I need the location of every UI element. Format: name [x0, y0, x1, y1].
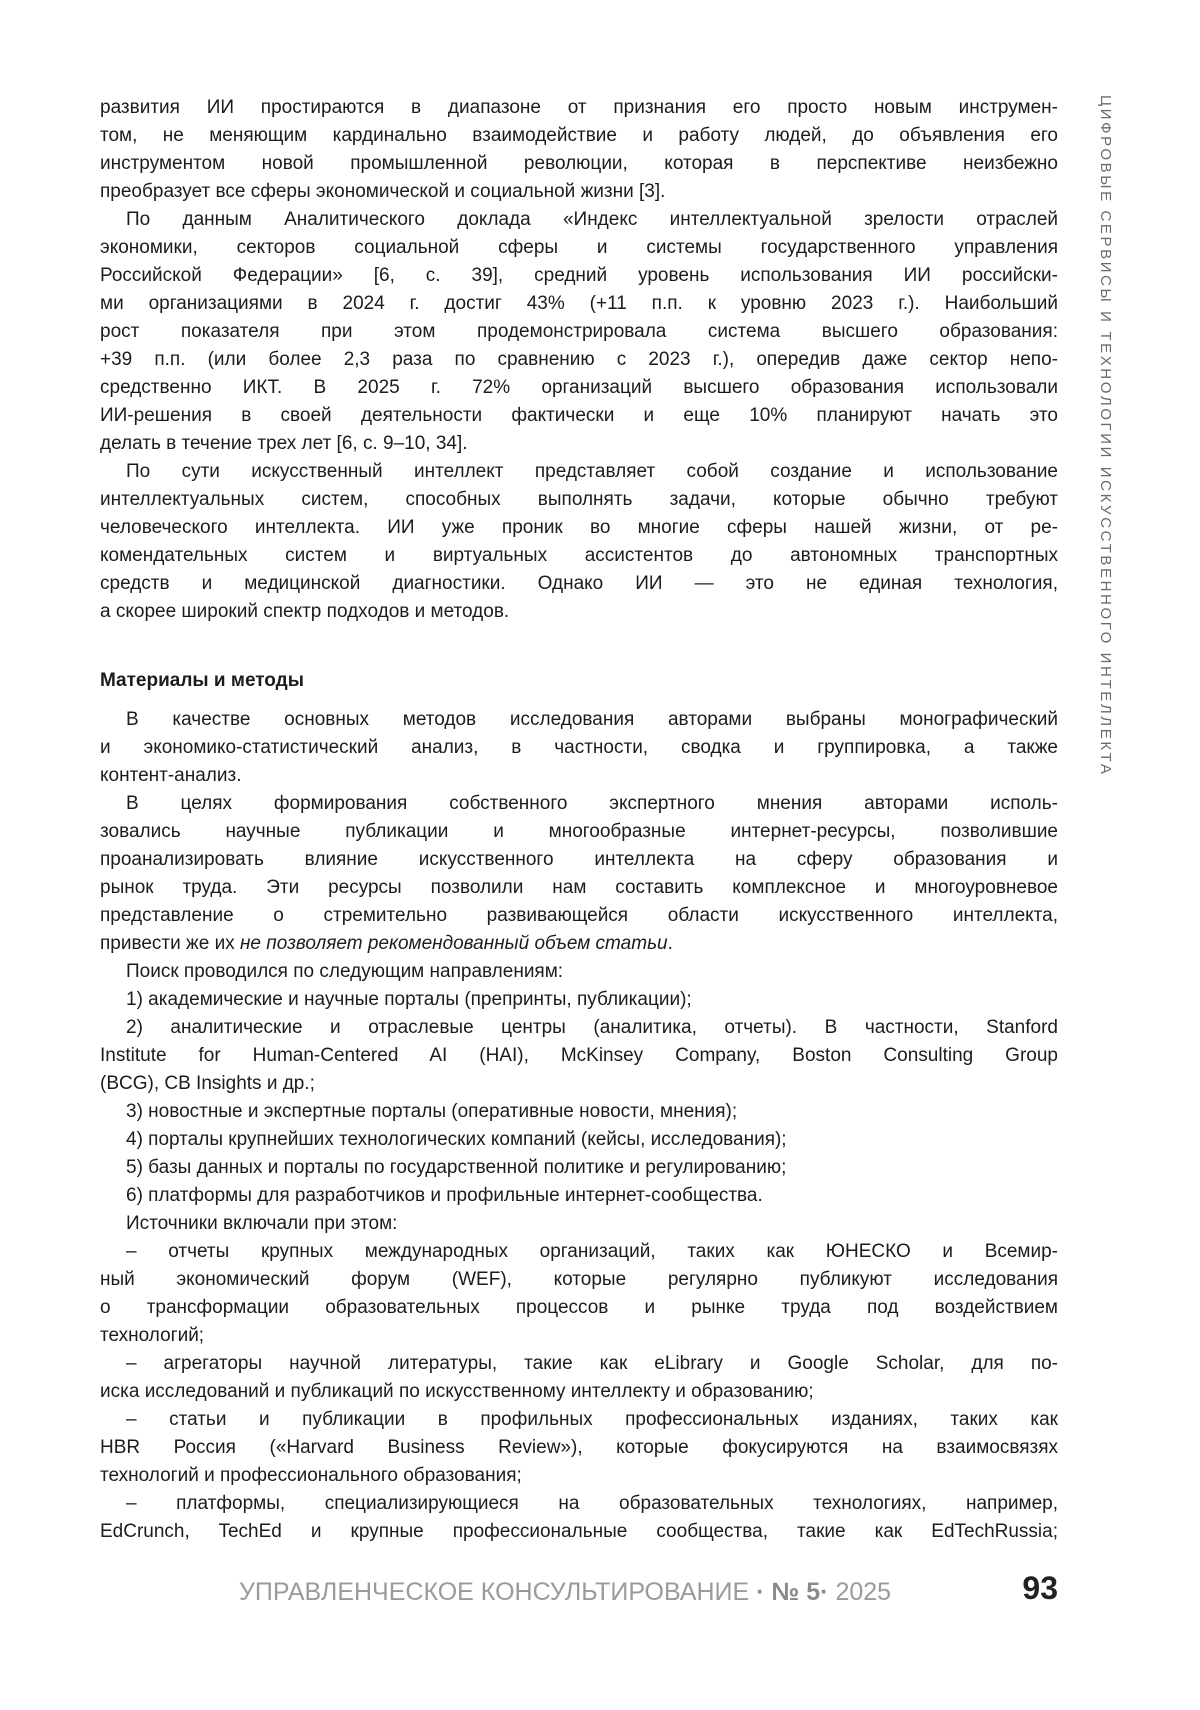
text-line: [100, 262, 1058, 290]
line-text: делать в течение трех лет [6, с. 9–10, 34].: [100, 433, 468, 454]
text-line: [100, 1434, 1058, 1462]
text-line: [100, 430, 1058, 458]
text-line: [100, 1014, 1058, 1042]
line-text: – платформы, специализирующиеся на образовательных технологиях, например,: [126, 1493, 1058, 1514]
line-text: комендательных систем и виртуальных ассистентов до автономных транспортных: [100, 545, 1058, 566]
text-line: [100, 846, 1058, 874]
text-line: [100, 1126, 1058, 1154]
line-text: 3) новостные и экспертные порталы (оперативные новости, мнения);: [126, 1101, 738, 1122]
line-text: технологий и профессионального образования;: [100, 1465, 522, 1486]
line-text: 4) порталы крупнейших технологических компаний (кейсы, исследования);: [126, 1129, 787, 1150]
text-line: [100, 402, 1058, 430]
line-text: Поиск проводился по следующим направлениям:: [126, 961, 564, 982]
line-text: +39 п.п. (или более 2,3 раза по сравнению с 2023 г.), опередив даже сектор непо-: [100, 349, 1058, 370]
line-text: о трансформации образовательных процессов и рынке труда под воздействием: [100, 1297, 1058, 1318]
line-text: экономики, секторов социальной сферы и системы государственного управления: [100, 237, 1058, 258]
line-text: По сути искусственный интеллект представляет собой создание и использование: [126, 461, 1058, 482]
text-line: [100, 734, 1058, 762]
italic-text: не позволяет рекомендованный объем статьи: [239, 933, 668, 954]
line-text: 6) платформы для разработчиков и профильные интернет-сообщества.: [126, 1185, 763, 1206]
text-line: [100, 122, 1058, 150]
line-text: В целях формирования собственного экспертного мнения авторами исполь-: [126, 793, 1058, 814]
text-line: [100, 542, 1058, 570]
line-text: Institute for Human-Centered AI (HAI), McKinsey Company, Boston Consulting Group: [100, 1045, 1058, 1066]
line-text: 1) академические и научные порталы (препринты, публикации);: [126, 989, 692, 1010]
line-text: зовались научные публикации и многообразные интернет-ресурсы, позволившие: [100, 821, 1058, 842]
text-line: [100, 902, 1058, 930]
page-number: 93: [1022, 1570, 1058, 1606]
text-line: [100, 874, 1058, 902]
text-line: [100, 930, 1058, 958]
line-text: представление о стремительно развивающейся области искусственного интеллекта,: [100, 905, 1058, 926]
line-text: средственно ИКТ. В 2025 г. 72% организаций высшего образования использовали: [100, 377, 1058, 398]
line-text: В качестве основных методов исследования авторами выбраны монографический: [126, 709, 1058, 730]
issue-number: № 5: [771, 1578, 821, 1606]
line-text: интеллектуальных систем, способных выполнять задачи, которые обычно требуют: [100, 489, 1058, 510]
text-line: [100, 1378, 1058, 1406]
line-text: преобразует все сферы экономической и социальной жизни [3].: [100, 181, 666, 202]
text-line: [100, 1042, 1058, 1070]
line-text: По данным Аналитического доклада «Индекс интеллектуальной зрелости отраслей: [126, 209, 1058, 230]
line-text: а скорее широкий спектр подходов и методов.: [100, 601, 510, 622]
section-materials-methods: [100, 706, 1058, 1546]
text-line: [100, 1322, 1058, 1350]
text-line: [100, 790, 1058, 818]
line-text: ный экономический форум (WEF), которые регулярно публикуют исследования: [100, 1269, 1058, 1290]
text-line: [100, 206, 1058, 234]
text-line: [100, 1210, 1058, 1238]
text-line: [100, 178, 1058, 206]
text-line: [100, 318, 1058, 346]
line-text: – агрегаторы научной литературы, такие как eLibrary и Google Scholar, для по-: [126, 1353, 1058, 1374]
line-text: – статьи и публикации в профильных профессиональных изданиях, таких как: [126, 1409, 1058, 1430]
text-line: [100, 1350, 1058, 1378]
line-text: рост показателя при этом продемонстрировала система высшего образования:: [100, 321, 1058, 342]
line-text: рынок труда. Эти ресурсы позволили нам составить комплексное и многоуровневое: [100, 877, 1058, 898]
line-text: привести же их: [100, 933, 240, 954]
text-line: [100, 234, 1058, 262]
running-section-title: ЦИФРОВЫЕ СЕРВИСЫ И ТЕХНОЛОГИИ ИСКУССТВЕННОГО ИНТЕЛЛЕКТА: [1097, 95, 1114, 777]
text-line: [100, 150, 1058, 178]
section-heading: Материалы и методы: [100, 670, 304, 691]
line-text: – отчеты крупных международных организаций, таких как ЮНЕСКО и Всемир-: [126, 1241, 1058, 1262]
text-line: [100, 290, 1058, 318]
line-text: ми организациями в 2024 г. достиг 43% (+11 п.п. к уровню 2023 г.). Наибольший: [100, 293, 1058, 314]
line-text-end: .: [667, 933, 673, 954]
line-text: (BCG), CB Insights и др.;: [100, 1073, 315, 1094]
journal-footer: [239, 1578, 891, 1607]
text-line: [100, 346, 1058, 374]
text-line: [100, 458, 1058, 486]
issue-year: 2025: [835, 1578, 892, 1606]
line-text: развития ИИ простираются в диапазоне от признания его просто новым инструмен-: [100, 97, 1058, 118]
line-text: ИИ-решения в своей деятельности фактически и еще 10% планируют начать это: [100, 405, 1058, 426]
text-line: [100, 514, 1058, 542]
line-text: Российской Федерации» [6, с. 39], средний уровень использования ИИ российски-: [100, 265, 1058, 286]
text-line: [100, 1490, 1058, 1518]
text-line: [100, 598, 1058, 626]
line-text: и экономико-статистический анализ, в частности, сводка и группировка, а также: [100, 737, 1058, 758]
text-line: [100, 1154, 1058, 1182]
text-line: [100, 1294, 1058, 1322]
text-line: [100, 818, 1058, 846]
line-text: HBR Россия («Harvard Business Review»), которые фокусируются на взаимосвязях: [100, 1437, 1058, 1458]
text-line: [100, 1406, 1058, 1434]
line-text: инструментом новой промышленной революции, которая в перспективе неизбежно: [100, 153, 1058, 174]
text-line: [100, 1518, 1058, 1546]
text-line: [100, 1462, 1058, 1490]
text-line: [100, 986, 1058, 1014]
line-text: 5) базы данных и порталы по государственной политике и регулированию;: [126, 1157, 787, 1178]
text-line: [100, 570, 1058, 598]
text-line: [100, 1238, 1058, 1266]
line-text: иска исследований и публикаций по искусственному интеллекту и образованию;: [100, 1381, 814, 1402]
text-line: [100, 94, 1058, 122]
line-text: Источники включали при этом:: [126, 1213, 398, 1234]
article-body: [100, 94, 1058, 1546]
text-line: [100, 958, 1058, 986]
separator: ·: [820, 1578, 829, 1606]
line-text: человеческого интеллекта. ИИ уже проник во многие сферы нашей жизни, от ре-: [100, 517, 1058, 538]
line-text: проанализировать влияние искусственного интеллекта на сферу образования и: [100, 849, 1058, 870]
section-intro: [100, 94, 1058, 626]
text-line: [100, 1070, 1058, 1098]
text-line: [100, 486, 1058, 514]
journal-title: УПРАВЛЕНЧЕСКОЕ КОНСУЛЬТИРОВАНИЕ: [239, 1578, 750, 1606]
line-text: том, не меняющим кардинально взаимодействие и работу людей, до объявления его: [100, 125, 1058, 146]
text-line: [100, 762, 1058, 790]
text-line: [100, 374, 1058, 402]
text-line: [100, 706, 1058, 734]
line-text: 2) аналитические и отраслевые центры (аналитика, отчеты). В частности, Stanford: [126, 1017, 1058, 1038]
line-text: средств и медицинской диагностики. Однако ИИ — это не единая технология,: [100, 573, 1058, 594]
text-line: [100, 1182, 1058, 1210]
text-line: [100, 1098, 1058, 1126]
text-line: [100, 1266, 1058, 1294]
separator: ·: [756, 1578, 765, 1606]
line-text: технологий;: [100, 1325, 205, 1346]
line-text: контент-анализ.: [100, 765, 242, 786]
line-text: EdCrunch, TechEd и крупные профессиональные сообщества, такие как EdTechRussia;: [100, 1521, 1058, 1542]
